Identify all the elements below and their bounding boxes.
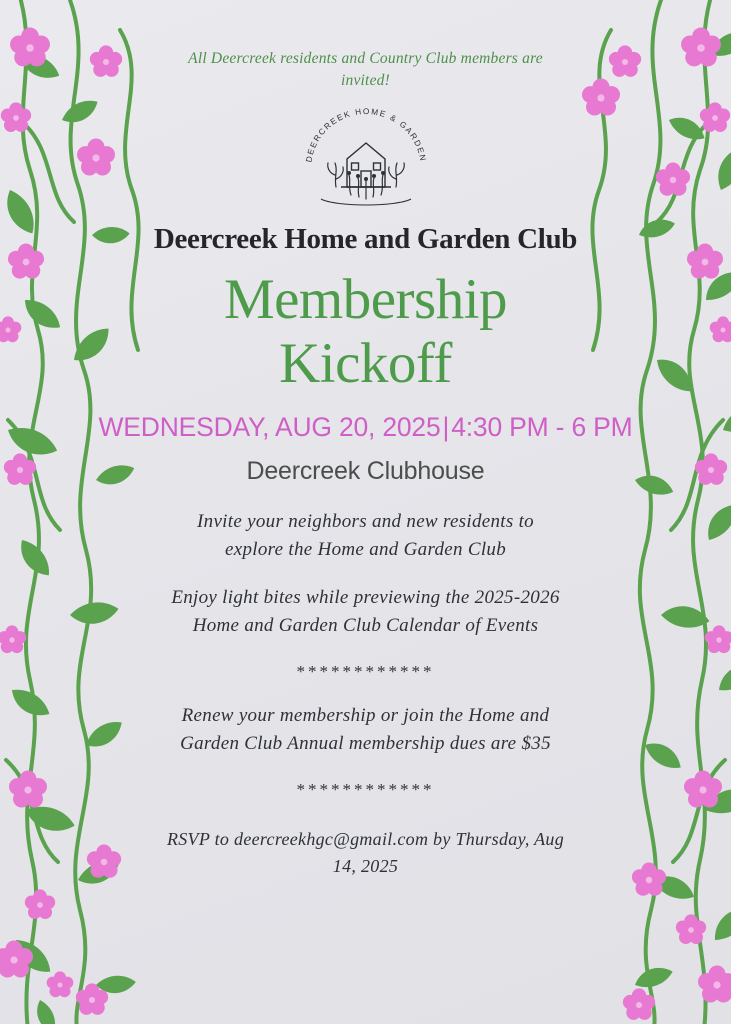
- svg-text:DEERCREEK HOME & GARDEN: [304, 107, 427, 163]
- divider-2: ************: [296, 780, 435, 800]
- paragraph-membership-dues: Renew your membership or join the Home and Garden Club Annual membership dues are $35: [180, 705, 551, 755]
- rsvp-line: RSVP to deercreekhgc@gmail.com by Thursday, Aug 14, 2025: [166, 829, 565, 877]
- datetime-separator: |: [442, 411, 450, 442]
- club-logo: [291, 107, 441, 217]
- headline: [95, 267, 636, 395]
- logo-arc-text: DEERCREEK HOME & GARDEN: [303, 106, 428, 163]
- paragraph-invite-neighbors: Invite your neighbors and new residents to explore the Home and Garden Club: [197, 510, 534, 560]
- headline-line-1: Membership: [223, 267, 508, 331]
- club-name: Deercreek Home and Garden Club: [153, 222, 578, 255]
- event-venue: Deercreek Clubhouse: [246, 456, 485, 485]
- event-datetime: [95, 412, 636, 443]
- event-date: WEDNESDAY, AUG 20, 2025: [98, 411, 441, 442]
- event-time: 4:30 PM - 6 PM: [451, 411, 633, 442]
- headline-line-2: Kickoff: [279, 331, 452, 395]
- invite-line: All Deercreek residents and Country Club members are invited!: [188, 50, 543, 90]
- divider-1: ************: [296, 662, 435, 682]
- paragraph-light-bites: Enjoy light bites while previewing the 2025-2026 Home and Garden Club Calendar of Events: [171, 586, 560, 636]
